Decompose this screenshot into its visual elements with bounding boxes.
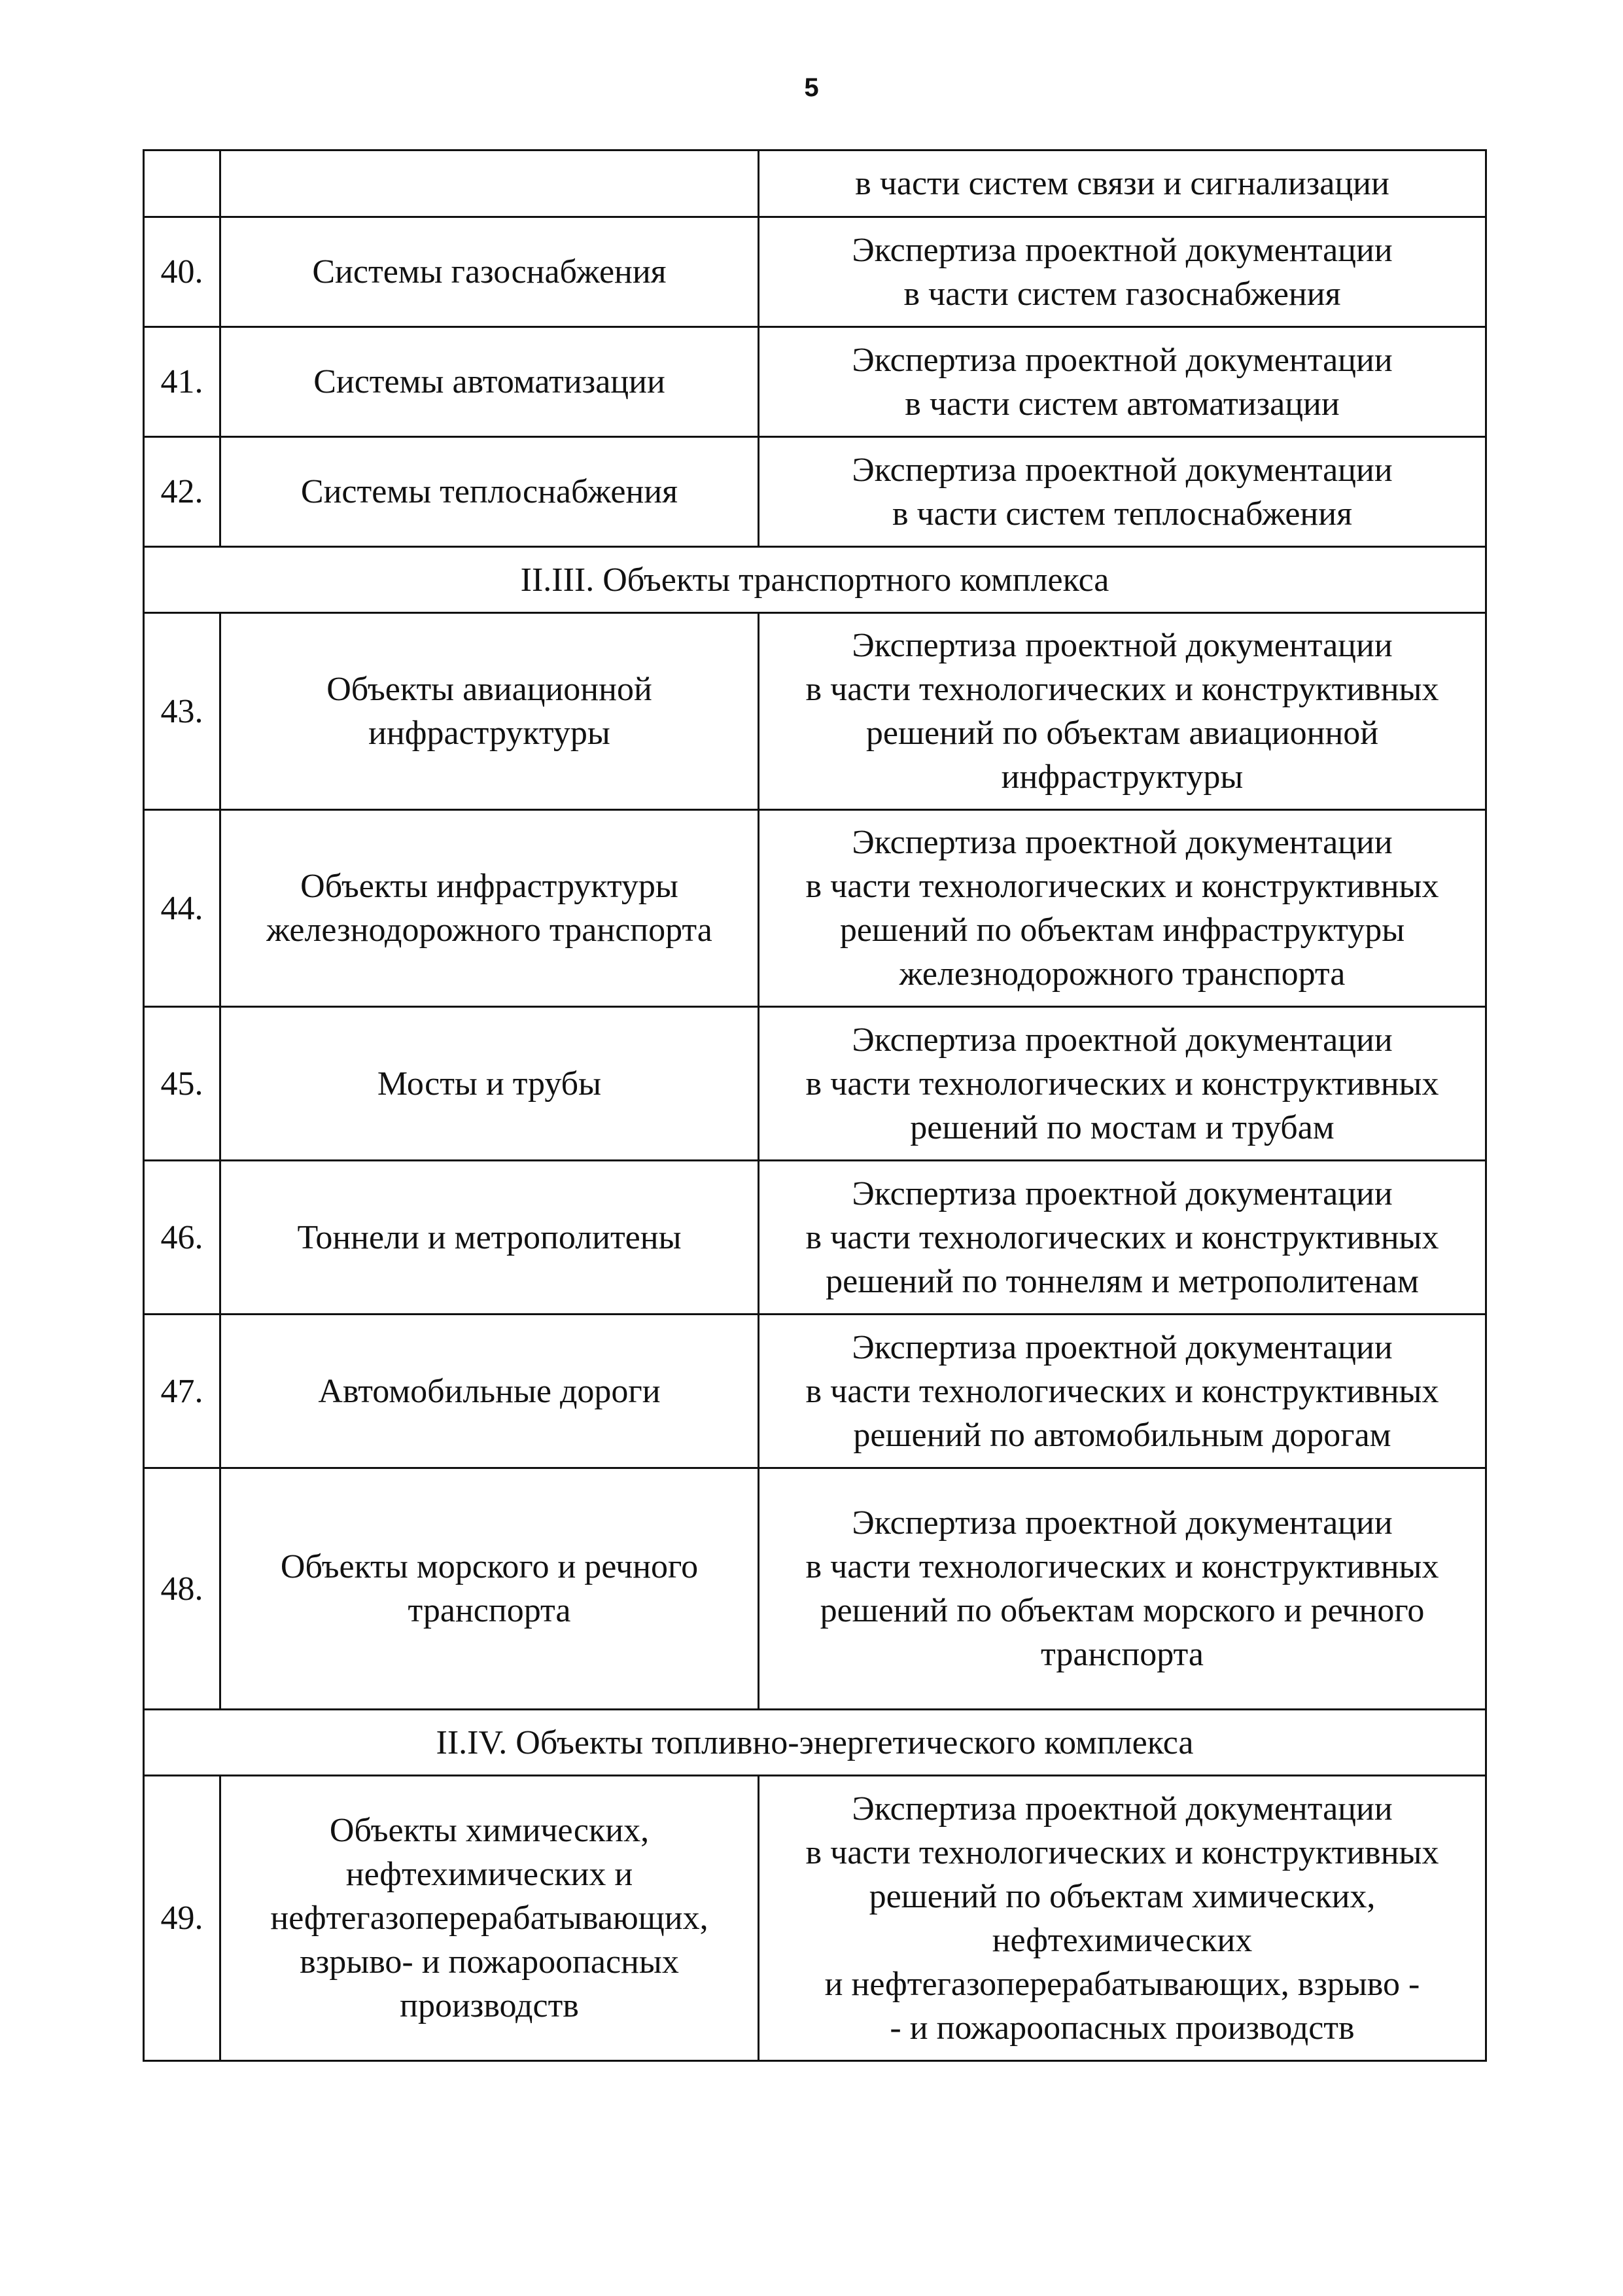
table-row	[144, 1161, 1486, 1315]
object-type-line: Системы газоснабжения	[312, 253, 667, 291]
description-line: решений по объектам авиационной	[865, 715, 1379, 752]
object-type-cell	[220, 1776, 759, 2061]
expertise-description-cell	[759, 1315, 1486, 1468]
object-type-line: Системы автоматизации	[313, 363, 665, 400]
object-type-cell	[220, 437, 759, 547]
description-line: Экспертиза проектной документации	[852, 627, 1393, 664]
expertise-description-cell	[759, 217, 1486, 327]
description-line: в части систем связи и сигнализации	[855, 165, 1389, 202]
object-type-line: Системы теплоснабжения	[300, 473, 678, 510]
description-line: Экспертиза проектной документации	[852, 341, 1393, 379]
row-number-cell: 45.	[144, 1007, 220, 1161]
description-line: решений по мостам и трубам	[910, 1108, 1335, 1146]
row-number-cell: 48.	[144, 1468, 220, 1710]
object-type-cell	[220, 810, 759, 1007]
table-row	[144, 1468, 1486, 1710]
table-row	[144, 217, 1486, 327]
description-line: в части технологических и конструктивных	[805, 1548, 1439, 1585]
description-line: в части технологических и конструктивных	[805, 1218, 1439, 1256]
expertise-description-cell	[759, 150, 1486, 217]
section-header-row	[144, 1710, 1486, 1776]
expertise-description-cell	[759, 327, 1486, 437]
object-type-line: взрыво- и пожароопасных	[300, 1943, 679, 1981]
description-line: железнодорожного транспорта	[899, 955, 1346, 993]
description-line: транспорта	[1041, 1636, 1204, 1673]
expertise-description-cell	[759, 1776, 1486, 2061]
description-line: в части технологических и конструктивных	[805, 671, 1439, 708]
object-type-line: инфраструктуры	[368, 715, 610, 752]
row-number-cell: 42.	[144, 437, 220, 547]
description-line: решений по объектам химических,	[869, 1877, 1376, 1915]
row-number-cell: 43.	[144, 613, 220, 810]
table-row	[144, 1315, 1486, 1468]
description-line: Экспертиза проектной документации	[852, 824, 1393, 861]
description-line: в части систем газоснабжения	[903, 275, 1341, 313]
description-line: Экспертиза проектной документации	[852, 451, 1393, 489]
description-line: Экспертиза проектной документации	[852, 1328, 1393, 1366]
object-type-cell	[220, 150, 759, 217]
object-type-line: Объекты химических,	[329, 1812, 650, 1849]
row-number-cell: 41.	[144, 327, 220, 437]
object-type-line: нефтехимических и	[345, 1856, 633, 1893]
object-type-cell	[220, 1468, 759, 1710]
object-type-cell	[220, 1315, 759, 1468]
description-line: решений по тоннелям и метрополитенам	[826, 1262, 1419, 1300]
description-line: нефтехимических	[992, 1921, 1253, 1959]
row-number-cell: 40.	[144, 217, 220, 327]
expertise-description-cell	[759, 437, 1486, 547]
object-type-cell	[220, 613, 759, 810]
description-line: в части технологических и конструктивных	[805, 1065, 1439, 1103]
description-line: решений по объектам инфраструктуры	[839, 911, 1405, 949]
expertise-description-cell	[759, 1007, 1486, 1161]
expertise-description-cell	[759, 810, 1486, 1007]
table-row	[144, 810, 1486, 1007]
description-line: в части технологических и конструктивных	[805, 1833, 1439, 1871]
section-title-transport: II.III. Объекты транспортного комплекса	[144, 547, 1486, 613]
section-header-row	[144, 547, 1486, 613]
description-line: в части систем теплоснабжения	[892, 495, 1353, 533]
expertise-table	[143, 149, 1487, 2062]
description-line: в части технологических и конструктивных	[805, 1372, 1439, 1410]
description-line: в части систем автоматизации	[905, 385, 1340, 423]
object-type-cell	[220, 217, 759, 327]
object-type-line: производств	[400, 1987, 579, 2024]
table-row	[144, 1007, 1486, 1161]
table-row	[144, 327, 1486, 437]
description-line: и нефтегазоперерабатывающих, взрыво -	[824, 1965, 1420, 2003]
description-line: - и пожароопасных производств	[890, 2009, 1355, 2047]
expertise-description-cell	[759, 613, 1486, 810]
object-type-cell	[220, 327, 759, 437]
expertise-description-cell	[759, 1468, 1486, 1710]
table-row-continuation	[144, 150, 1486, 217]
row-number-cell: 46.	[144, 1161, 220, 1315]
row-number-cell: 47.	[144, 1315, 220, 1468]
description-line: Экспертиза проектной документации	[852, 1174, 1393, 1212]
object-type-line: Тоннели и метрополитены	[297, 1218, 682, 1256]
object-type-line: Мосты и трубы	[377, 1065, 602, 1103]
object-type-cell	[220, 1007, 759, 1161]
object-type-line: транспорта	[408, 1592, 571, 1629]
page-number: 5	[804, 73, 819, 102]
object-type-cell	[220, 1161, 759, 1315]
object-type-line: Объекты инфраструктуры	[300, 868, 678, 905]
description-line: Экспертиза проектной документации	[852, 1504, 1393, 1542]
description-line: в части технологических и конструктивных	[805, 868, 1439, 905]
description-line: Экспертиза проектной документации	[852, 1021, 1393, 1059]
object-type-line: Автомобильные дороги	[318, 1372, 661, 1410]
object-type-line: нефтегазоперерабатывающих,	[270, 1899, 708, 1937]
table-row	[144, 1776, 1486, 2061]
object-type-line: Объекты авиационной	[326, 671, 652, 708]
description-line: решений по объектам морского и речного	[820, 1592, 1425, 1629]
table-row	[144, 613, 1486, 810]
description-line: решений по автомобильным дорогам	[853, 1416, 1391, 1454]
description-line: инфраструктуры	[1001, 758, 1244, 796]
section-title-fuel-energy: II.IV. Объекты топливно-энергетического комплекса	[144, 1710, 1486, 1776]
object-type-line: железнодорожного транспорта	[266, 911, 712, 949]
description-line: Экспертиза проектной документации	[852, 231, 1393, 269]
description-line: Экспертиза проектной документации	[852, 1790, 1393, 1828]
table-row	[144, 437, 1486, 547]
expertise-description-cell	[759, 1161, 1486, 1315]
row-number-cell: 49.	[144, 1776, 220, 2061]
row-number-cell: 44.	[144, 810, 220, 1007]
object-type-line: Объекты морского и речного	[280, 1548, 699, 1585]
row-number-cell	[144, 150, 220, 217]
